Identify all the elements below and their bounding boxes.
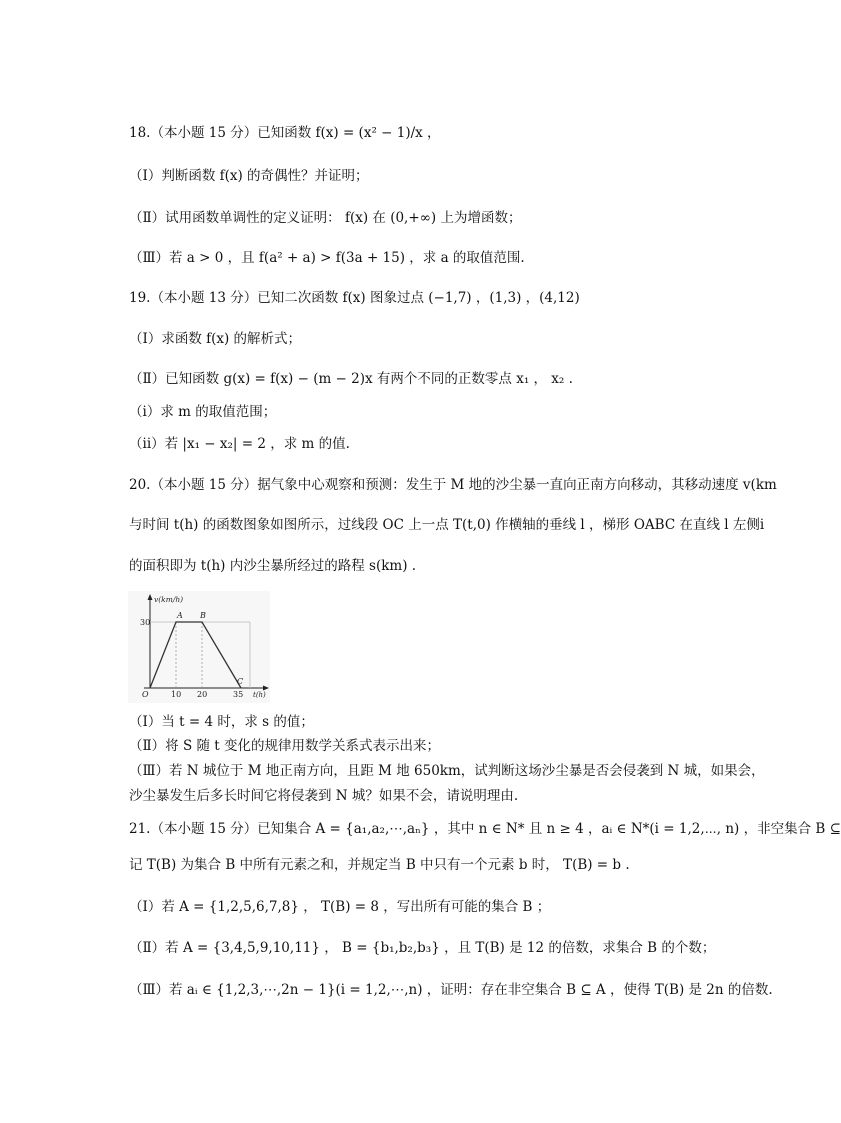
point-label-b: B (200, 611, 206, 620)
problem-21-part-2: （Ⅱ）若 A = {3,4,5,9,10,11} ， B = {b₁,b₂,b₃} ，且 T(B) 是 12 的倍数，求集合 B 的个数； (129, 940, 716, 956)
problem-21-line-1: 21.（本小题 15 分）已知集合 A = {a₁,a₂,⋯,aₙ} ，其中 n ∈ N* 且 n ≥ 4 ，aᵢ ∈ N*(i = 1,2,⋯, n) ，非空集合 B ⊆ (129, 821, 841, 837)
point-label-a: A (177, 611, 183, 620)
problem-19-sub-1: （i）求 m 的取值范围； (129, 404, 277, 420)
y-tick-30: 30 (140, 618, 151, 627)
point-label-c: C (237, 677, 244, 686)
chart-background (128, 591, 270, 703)
problem-20-part-3b: 沙尘暴发生后多长时间它将侵袭到 N 城？如果不会，请说明理由. (129, 788, 519, 804)
problem-20-part-3a: （Ⅲ）若 N 城位于 M 地正南方向，且距 M 地 650km，试判断这场沙尘暴是否会侵袭到 N 城，如果会， (129, 763, 765, 779)
problem-20-part-1: （Ⅰ）当 t = 4 时，求 s 的值； (129, 714, 314, 730)
problem-20-line-3: 的面积即为 t(h) 内沙尘暴所经过的路程 s(km) . (129, 558, 417, 574)
x-tick-10: 10 (171, 690, 182, 699)
problem-18-part-2: （Ⅱ）试用函数单调性的定义证明： f(x) 在 (0,+∞) 上为增函数； (129, 210, 522, 226)
y-axis-label: v(km/h) (154, 595, 184, 604)
problem-18-header: 18.（本小题 15 分）已知函数 f(x) = (x² − 1)/x ， (129, 125, 441, 141)
problem-20-line-1: 20.（本小题 15 分）据气象中心观察和预测：发生于 M 地的沙尘暴一直向正南方向移动，其移动速度 v(km (129, 477, 777, 493)
problem-18-part-3: （Ⅲ）若 a > 0 ，且 f(a² + a) > f(3a + 15) ，求 a 的取值范围. (129, 250, 525, 266)
problem-21-line-2: 记 T(B) 为集合 B 中所有元素之和，并规定当 B 中只有一个元素 b 时， T(B) = b . (129, 857, 630, 873)
problem-19-sub-2: （ii）若 |x₁ − x₂| = 2 ，求 m 的值. (129, 436, 350, 452)
problem-19-part-1: （Ⅰ）求函数 f(x) 的解析式； (129, 331, 302, 347)
problem-21-part-1: （Ⅰ）若 A = {1,2,5,6,7,8} ， T(B) = 8 ，写出所有可能的集合 B ； (129, 899, 551, 915)
problem-19-part-2: （Ⅱ）已知函数 g(x) = f(x) − (m − 2)x 有两个不同的正数零点 x₁ ， x₂ . (129, 371, 573, 387)
x-tick-35: 35 (233, 690, 244, 699)
x-tick-20: 20 (197, 690, 208, 699)
chart-svg (128, 591, 270, 703)
problem-21-part-3: （Ⅲ）若 aᵢ ∈ {1,2,3,⋯,2n − 1}(i = 1,2,⋯,n) ，证明：存在非空集合 B ⊆ A ，使得 T(B) 是 2n 的倍数. (129, 982, 773, 998)
x-axis-label: t(h) (253, 691, 266, 699)
speed-time-chart (128, 591, 270, 703)
problem-20-part-2: （Ⅱ）将 S 随 t 变化的规律用数学关系式表示出来； (129, 738, 441, 754)
problem-19-header: 19.（本小题 13 分）已知二次函数 f(x) 图象过点 (−1,7) ，(1,3) ，(4,12) (129, 290, 580, 306)
problem-18-part-1: （Ⅰ）判断函数 f(x) 的奇偶性？并证明； (129, 168, 369, 184)
problem-20-line-2: 与时间 t(h) 的函数图象如图所示，过线段 OC 上一点 T(t,0) 作横轴的垂线 l ，梯形 OABC 在直线 l 左侧i (129, 517, 765, 533)
origin-label: O (142, 690, 149, 699)
